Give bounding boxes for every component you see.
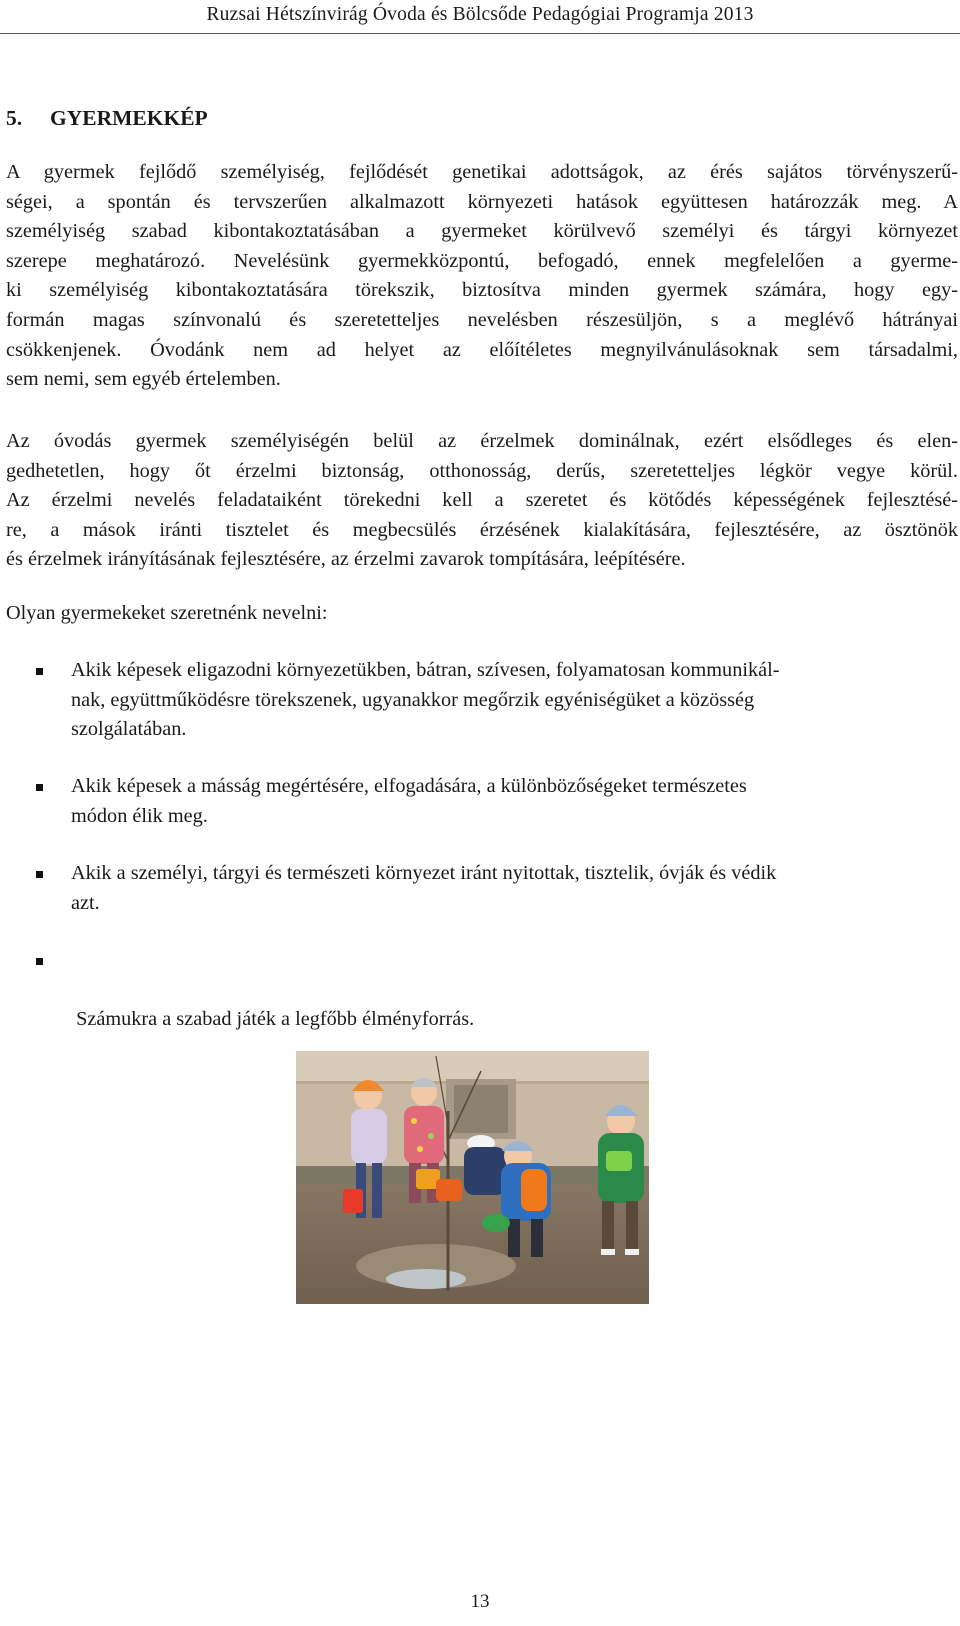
square-bullet-icon [36,784,43,791]
square-bullet-icon [36,668,43,675]
paragraph-line: szerepe meghatározó. Nevelésünk gyermekközpontú, befogadó, ennek megfelelően a gyerme- [6,249,958,272]
section-title: GYERMEKKÉP [50,106,208,130]
bullet-text [71,859,951,918]
paragraph-line: gedhetetlen, hogy őt érzelmi biztonság, otthonosság, derűs, szeretetteljes légkör vegye körül. [6,459,958,482]
paragraph-line: ki személyiség kibontakoztatására törekszik, biztosítva minden gyermek számára, hogy egy- [6,279,958,302]
bullet-line: módon élik meg. [71,804,208,827]
bullet-line: Akik képesek eligazodni környezetükben, bátran, szívesen, folyamatosan kommunikál- [71,659,780,681]
section-heading [6,106,208,131]
square-bullet-icon [36,871,43,878]
running-header: Ruzsai Hétszínvirág Óvoda és Bölcsőde Pedagógiai Programja 2013 [206,4,754,25]
bullet-line: Számukra a szabad játék a legfőbb élményforrás. [71,1008,475,1031]
children-watering-tree-photo [296,1051,649,1304]
page-number: 13 [470,1591,490,1612]
bullet-line: nak, együttműködésre törekszenek, ugyanakkor megőrzik egyéniségüket a közösség [71,688,755,711]
paragraph-line: A gyermek fejlődő személyiség, fejlődését genetikai adottságok, az érés sajátos törvényszerű- [6,161,958,183]
paragraph-line: sem nemi, sem egyéb értelemben. [6,368,281,391]
paragraph-line: személyiség szabad kibontakoztatásában a gyermeket körülvevő személyi és tárgyi környezet [6,220,958,243]
paragraph-intro [6,158,958,395]
paragraph-line: és érzelmek irányításának fejlesztésére, az érzelmi zavarok tompítására, leépítésére. [6,548,686,571]
paragraph-line: re, a mások iránti tisztelet és megbecsülés érzésének kialakítására, fejlesztésére, az ösztönök [6,518,958,541]
paragraph-line: ségei, a spontán és tervszerűen alkalmazott környezeti hatások együttesen határozzák meg. A [6,190,958,213]
header-rule [0,33,960,34]
paragraph-lead-in [6,599,958,629]
bullet-line: szolgálatában. [71,718,187,741]
bullet-text [71,772,951,831]
paragraph-emotions [6,427,958,575]
paragraph-line: csökkenjenek. Óvodánk nem ad helyet az előítéletes megnyilvánulásoknak sem társadalmi, [6,338,958,361]
bullet-line: Akik képesek a másság megértésére, elfogadására, a különbözőségeket természetes [71,775,747,797]
section-number: 5. [6,106,23,130]
paragraph-line: Olyan gyermekeket szeretnénk nevelni: [6,602,328,624]
paragraph-line: Az érzelmi nevelés feladataiként törekedni kell a szeretet és kötődés képességének fejlesztésé- [6,489,958,512]
bullet-line: Akik a személyi, tárgyi és természeti környezet iránt nyitottak, tisztelik, óvják és védik [71,862,777,884]
paragraph-line: Az óvodás gyermek személyiségén belül az érzelmek dominálnak, ezért elsődleges és elen- [6,430,958,452]
paragraph-line: formán magas színvonalú és szeretetteljes nevelésben részesüljön, s a meglévő hátrányai [6,308,958,331]
square-bullet-icon [36,958,43,965]
bullet-text [71,656,951,745]
bullet-line: azt. [71,891,100,914]
